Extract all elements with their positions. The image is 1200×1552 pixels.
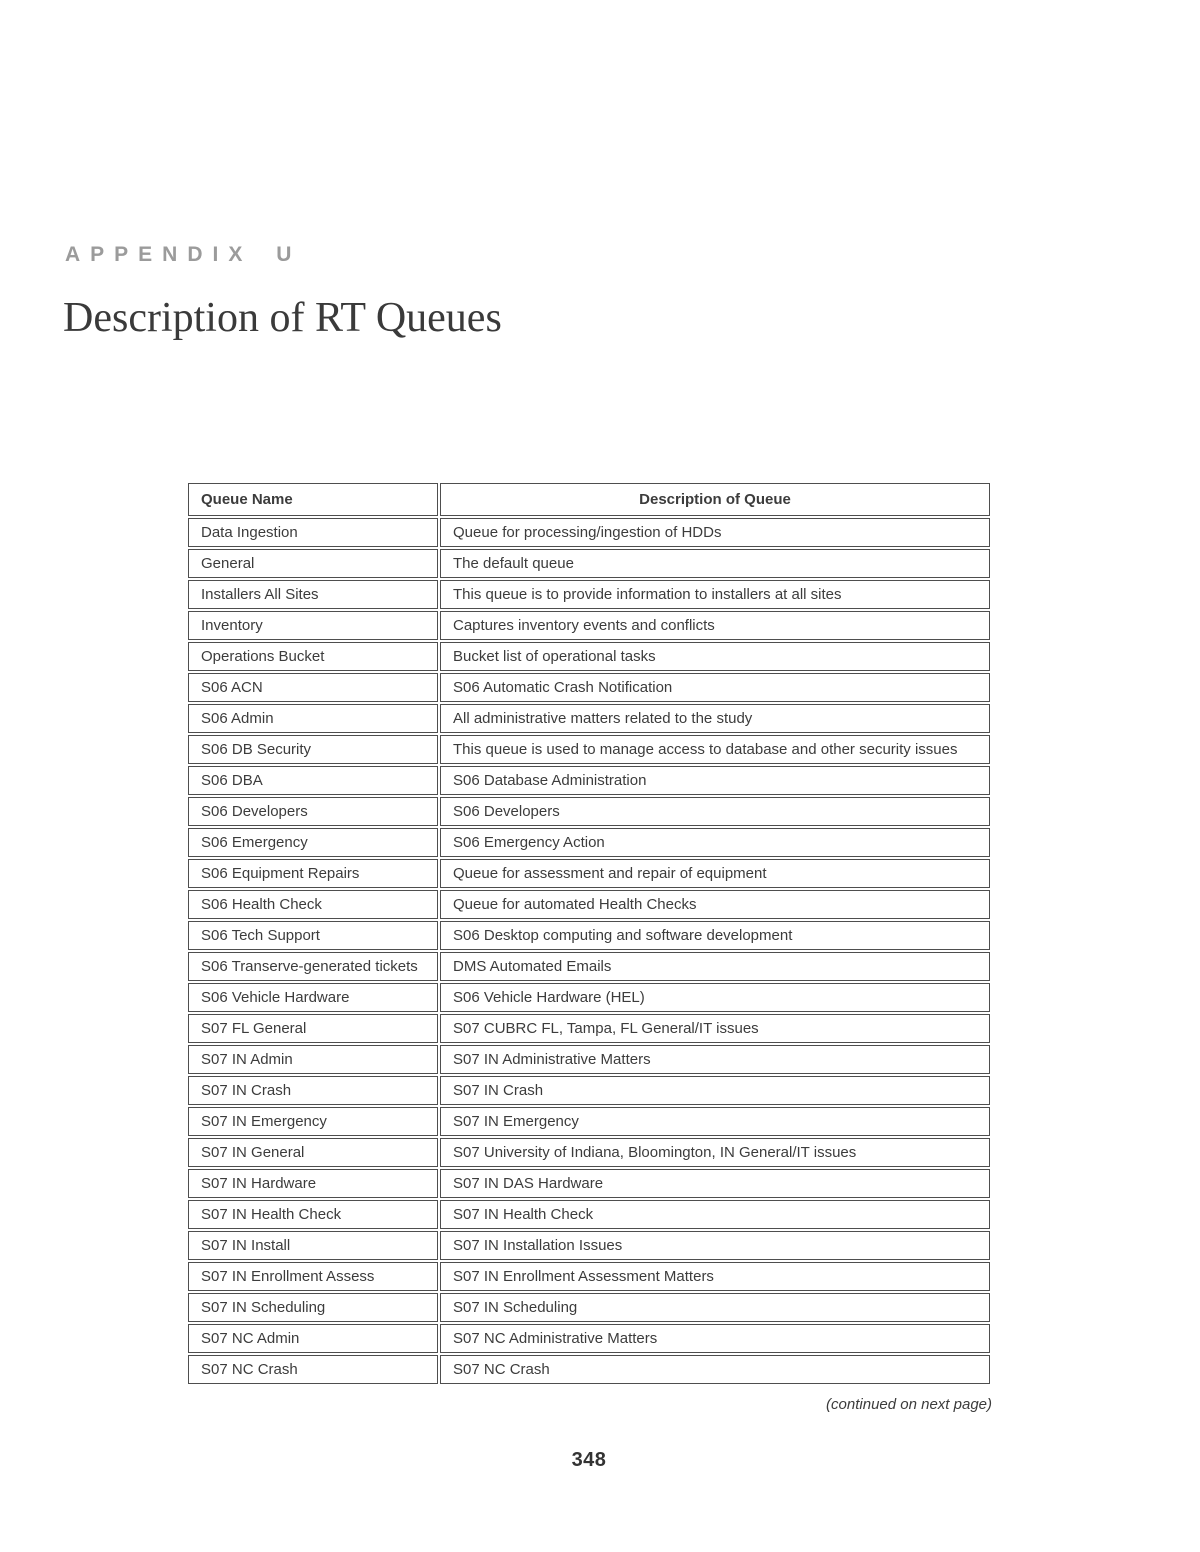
- queue-name-cell: S06 Admin: [188, 704, 438, 733]
- table-row: [188, 921, 990, 950]
- queue-table: [186, 481, 992, 1386]
- table-row: [188, 797, 990, 826]
- appendix-label: APPENDIX U: [65, 243, 302, 266]
- table-row: [188, 642, 990, 671]
- table-row: [188, 766, 990, 795]
- queue-name-cell: S07 IN Install: [188, 1231, 438, 1260]
- queue-description-cell: S06 Desktop computing and software development: [440, 921, 990, 950]
- queue-description-cell: The default queue: [440, 549, 990, 578]
- table-row: [188, 1355, 990, 1384]
- queue-name-cell: S06 Transerve-generated tickets: [188, 952, 438, 981]
- queue-description-cell: S06 Developers: [440, 797, 990, 826]
- table-row: [188, 1014, 990, 1043]
- queue-name-cell: S06 Tech Support: [188, 921, 438, 950]
- queue-name-cell: S07 IN Health Check: [188, 1200, 438, 1229]
- table-row: [188, 859, 990, 888]
- queue-name-cell: S07 IN Hardware: [188, 1169, 438, 1198]
- column-header-description: Description of Queue: [440, 483, 990, 516]
- table-row: [188, 828, 990, 857]
- queue-name-cell: Inventory: [188, 611, 438, 640]
- queue-description-cell: S07 CUBRC FL, Tampa, FL General/IT issues: [440, 1014, 990, 1043]
- table-row: [188, 1293, 990, 1322]
- page-number: 348: [571, 1449, 607, 1471]
- queue-name-cell: S06 Health Check: [188, 890, 438, 919]
- queue-description-cell: Bucket list of operational tasks: [440, 642, 990, 671]
- table-row: [188, 549, 990, 578]
- table-row: [188, 1107, 990, 1136]
- queue-name-cell: S06 Equipment Repairs: [188, 859, 438, 888]
- queue-description-cell: Queue for assessment and repair of equipment: [440, 859, 990, 888]
- queue-description-cell: S07 IN Emergency: [440, 1107, 990, 1136]
- queue-description-cell: S07 University of Indiana, Bloomington, IN General/IT issues: [440, 1138, 990, 1167]
- queue-name-cell: S07 IN Admin: [188, 1045, 438, 1074]
- table-row: [188, 1169, 990, 1198]
- table-row: [188, 673, 990, 702]
- queue-name-cell: S06 DB Security: [188, 735, 438, 764]
- table-row: [188, 1200, 990, 1229]
- table-row: [188, 983, 990, 1012]
- queue-name-cell: S07 NC Crash: [188, 1355, 438, 1384]
- table-row: [188, 1076, 990, 1105]
- queue-description-cell: Captures inventory events and conflicts: [440, 611, 990, 640]
- queue-description-cell: S07 IN Enrollment Assessment Matters: [440, 1262, 990, 1291]
- queue-name-cell: Installers All Sites: [188, 580, 438, 609]
- queue-description-cell: S07 IN Administrative Matters: [440, 1045, 990, 1074]
- queue-description-cell: All administrative matters related to the study: [440, 704, 990, 733]
- queue-name-cell: S07 NC Admin: [188, 1324, 438, 1353]
- queue-description-cell: Queue for automated Health Checks: [440, 890, 990, 919]
- continued-note: (continued on next page): [826, 1396, 992, 1413]
- queue-table-header: [188, 483, 990, 516]
- queue-name-cell: Data Ingestion: [188, 518, 438, 547]
- queue-description-cell: S06 Emergency Action: [440, 828, 990, 857]
- table-row: [188, 518, 990, 547]
- column-header-queue-name: Queue Name: [188, 483, 438, 516]
- queue-description-cell: S06 Automatic Crash Notification: [440, 673, 990, 702]
- queue-name-cell: S07 IN Emergency: [188, 1107, 438, 1136]
- page-title: Description of RT Queues: [63, 295, 502, 341]
- queue-name-cell: S06 Emergency: [188, 828, 438, 857]
- queue-description-cell: S07 IN Scheduling: [440, 1293, 990, 1322]
- queue-description-cell: S07 NC Administrative Matters: [440, 1324, 990, 1353]
- header-row: [188, 483, 990, 516]
- queue-description-cell: This queue is to provide information to installers at all sites: [440, 580, 990, 609]
- queue-description-cell: Queue for processing/ingestion of HDDs: [440, 518, 990, 547]
- queue-name-cell: S07 FL General: [188, 1014, 438, 1043]
- table-row: [188, 890, 990, 919]
- queue-name-cell: S07 IN General: [188, 1138, 438, 1167]
- queue-table-container: [186, 481, 992, 1386]
- queue-description-cell: This queue is used to manage access to database and other security issues: [440, 735, 990, 764]
- queue-description-cell: S07 NC Crash: [440, 1355, 990, 1384]
- queue-table-body: [188, 518, 990, 1384]
- queue-name-cell: S06 DBA: [188, 766, 438, 795]
- queue-name-cell: S06 ACN: [188, 673, 438, 702]
- table-row: [188, 735, 990, 764]
- queue-description-cell: DMS Automated Emails: [440, 952, 990, 981]
- queue-description-cell: S07 IN DAS Hardware: [440, 1169, 990, 1198]
- table-row: [188, 1324, 990, 1353]
- queue-name-cell: General: [188, 549, 438, 578]
- queue-description-cell: S06 Database Administration: [440, 766, 990, 795]
- table-row: [188, 580, 990, 609]
- table-row: [188, 952, 990, 981]
- table-row: [188, 611, 990, 640]
- queue-description-cell: S06 Vehicle Hardware (HEL): [440, 983, 990, 1012]
- queue-name-cell: S06 Developers: [188, 797, 438, 826]
- table-row: [188, 1262, 990, 1291]
- queue-description-cell: S07 IN Health Check: [440, 1200, 990, 1229]
- table-row: [188, 1231, 990, 1260]
- table-row: [188, 1045, 990, 1074]
- queue-name-cell: S07 IN Crash: [188, 1076, 438, 1105]
- queue-description-cell: S07 IN Crash: [440, 1076, 990, 1105]
- table-row: [188, 1138, 990, 1167]
- queue-name-cell: S07 IN Scheduling: [188, 1293, 438, 1322]
- queue-name-cell: S07 IN Enrollment Assess: [188, 1262, 438, 1291]
- queue-name-cell: S06 Vehicle Hardware: [188, 983, 438, 1012]
- queue-name-cell: Operations Bucket: [188, 642, 438, 671]
- table-row: [188, 704, 990, 733]
- queue-description-cell: S07 IN Installation Issues: [440, 1231, 990, 1260]
